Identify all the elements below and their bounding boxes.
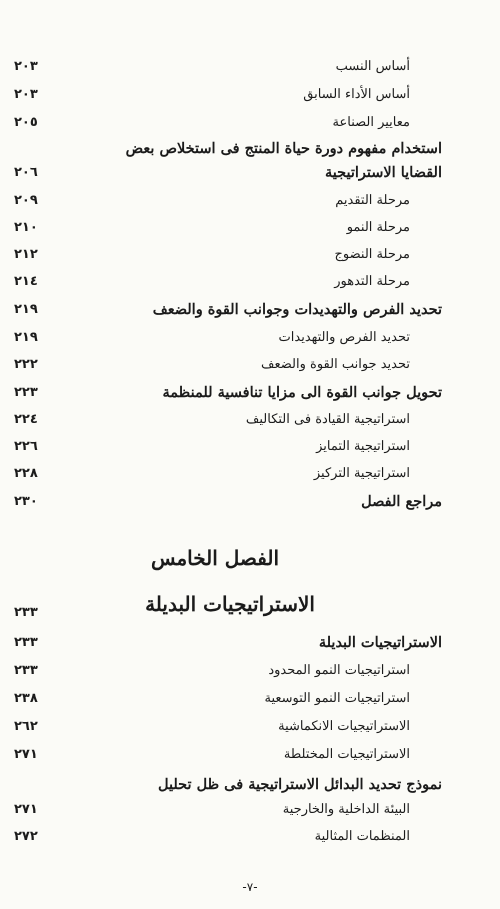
toc-entry-page: ٢٣٣ bbox=[14, 634, 38, 650]
toc-entry-title: نموذج تحديد البدائل الاستراتيجية فى ظل تحليل bbox=[157, 775, 442, 793]
toc-entry-page: ٢٢٣ bbox=[14, 384, 38, 400]
toc-entry bbox=[14, 407, 442, 431]
toc-entry-title: استراتيجية التركيز bbox=[313, 465, 410, 481]
chapter-title: الاستراتيجيات البديلة bbox=[145, 592, 315, 616]
toc-entry bbox=[14, 297, 442, 321]
toc-entry bbox=[14, 742, 442, 766]
toc-entry-page: ٢٦٢ bbox=[14, 718, 38, 734]
toc-entry bbox=[14, 658, 442, 682]
toc-entry-page: ٢٧٢ bbox=[14, 828, 38, 844]
toc-entry-title: استراتيجية التمايز bbox=[316, 438, 410, 454]
toc-entry-title: استراتيجية القيادة فى التكاليف bbox=[245, 411, 410, 427]
toc-entry-page: ٢٣٣ bbox=[14, 662, 38, 678]
toc-entry-title: أساس الأداء السابق bbox=[303, 86, 410, 102]
toc-entry bbox=[14, 325, 442, 349]
toc-entry bbox=[14, 215, 442, 239]
toc-entry-page: ٢٧١ bbox=[14, 746, 38, 762]
toc-entry-page: ٢٢٢ bbox=[14, 356, 38, 372]
toc-entry-title: مراجع الفصل bbox=[361, 492, 442, 510]
toc-entry-page: ٢٠٦ bbox=[14, 164, 38, 180]
toc-entry-title: تحويل جوانب القوة الى مزايا تنافسية للمنظمة bbox=[162, 383, 442, 401]
toc-entry bbox=[14, 160, 442, 184]
toc-entry bbox=[14, 797, 442, 821]
toc-entry-title: مرحلة النمو bbox=[346, 219, 410, 235]
toc-entry-title: الاستراتيجيات المختلطة bbox=[283, 746, 410, 762]
toc-entry-title: مرحلة النضوج bbox=[334, 246, 410, 262]
toc-entry-title: مرحلة التقديم bbox=[335, 192, 410, 208]
chapter-title-page: ٢٣٣ bbox=[14, 604, 38, 620]
toc-entry-title: معايير الصناعة bbox=[332, 114, 410, 130]
toc-entry bbox=[14, 82, 442, 106]
toc-entry bbox=[14, 686, 442, 710]
toc-entry-page: ٢٣٨ bbox=[14, 690, 38, 706]
toc-entry-title: تحديد الفرص والتهديدات bbox=[278, 329, 410, 345]
toc-entry bbox=[14, 136, 442, 160]
toc-entry-title: استراتيجيات النمو المحدود bbox=[268, 662, 410, 678]
toc-entry-page: ٢١٤ bbox=[14, 273, 38, 289]
toc-entry-title: الاستراتيجيات الانكماشية bbox=[278, 718, 410, 734]
toc-entry-page: ٢١٩ bbox=[14, 329, 38, 345]
toc-entry bbox=[14, 630, 442, 654]
toc-entry-page: ٢٢٦ bbox=[14, 438, 38, 454]
toc-entry bbox=[14, 380, 442, 404]
toc-entry-title: القضايا الاستراتيجية bbox=[324, 163, 442, 181]
toc-entry-page: ٢٠٣ bbox=[14, 86, 38, 102]
toc-entry bbox=[14, 772, 442, 796]
toc-entry-title: استخدام مفهوم دورة حياة المنتج فى استخلاص بعض bbox=[125, 139, 442, 157]
toc-entry-title: تحديد الفرص والتهديدات وجوانب القوة والضعف bbox=[152, 300, 442, 318]
toc-entry-page: ٢٢٨ bbox=[14, 465, 38, 481]
toc-entry-title: تحديد جوانب القوة والضعف bbox=[261, 356, 410, 372]
toc-entry bbox=[14, 489, 442, 513]
toc-entry bbox=[14, 188, 442, 212]
toc-entry bbox=[14, 824, 442, 848]
toc-entry-page: ٢٠٩ bbox=[14, 192, 38, 208]
toc-entry-page: ٢٠٥ bbox=[14, 114, 38, 130]
toc-entry-page: ٢٣٠ bbox=[14, 493, 38, 509]
toc-entry-page: ٢١٢ bbox=[14, 246, 38, 262]
toc-entry-page: ٢٧١ bbox=[14, 801, 38, 817]
toc-entry bbox=[14, 714, 442, 738]
chapter-label: الفصل الخامس bbox=[150, 546, 280, 570]
toc-entry-page: ٢٠٣ bbox=[14, 58, 38, 74]
toc-entry-page: ٢١٩ bbox=[14, 301, 38, 317]
toc-entry-title: المنظمات المثالية bbox=[314, 828, 410, 844]
toc-entry bbox=[14, 461, 442, 485]
toc-entry-title: مرحلة التدهور bbox=[334, 273, 410, 289]
toc-entry bbox=[14, 242, 442, 266]
toc-entry-title: استراتيجيات النمو التوسعية bbox=[264, 690, 410, 706]
toc-entry bbox=[14, 110, 442, 134]
toc-entry-page: ٢١٠ bbox=[14, 219, 38, 235]
toc-entry bbox=[14, 352, 442, 376]
toc-entry bbox=[14, 269, 442, 293]
toc-entry-title: الاستراتيجيات البديلة bbox=[318, 633, 442, 651]
toc-entry-page: ٢٢٤ bbox=[14, 411, 38, 427]
toc-entry bbox=[14, 434, 442, 458]
toc-entry-title: أساس النسب bbox=[335, 58, 410, 74]
toc-entry bbox=[14, 54, 442, 78]
page-number: -٧- bbox=[242, 880, 258, 894]
toc-entry-title: البيئة الداخلية والخارجية bbox=[282, 801, 410, 817]
